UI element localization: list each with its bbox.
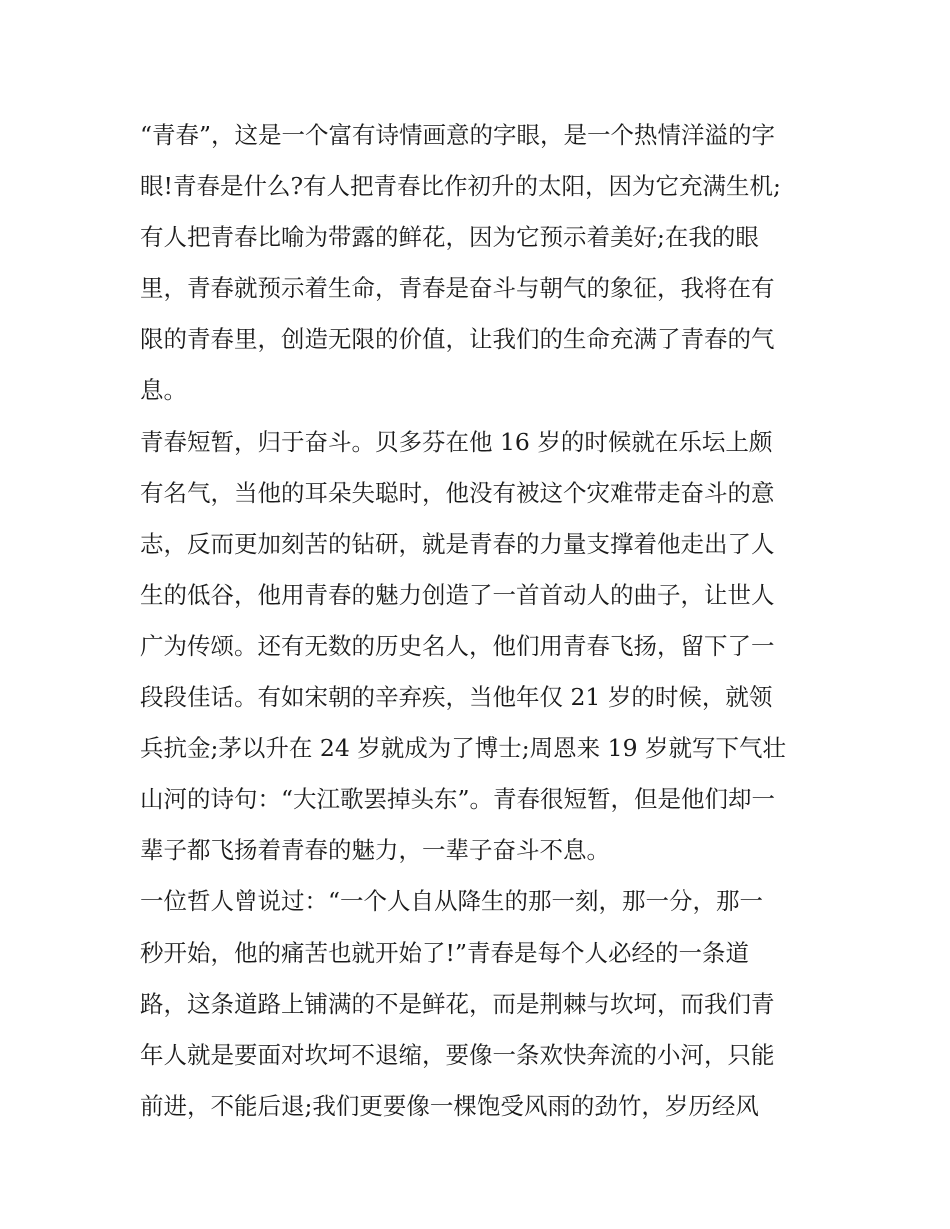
text-line: 前进，不能后退;我们更要像一棵饱受风雨的劲竹，岁历经风 <box>140 1091 759 1120</box>
text-line: 路，这条道路上铺满的不是鲜花，而是荆棘与坎坷，而我们青 <box>140 989 775 1018</box>
text-line: 里，青春就预示着生命，青春是奋斗与朝气的象征，我将在有 <box>140 274 775 303</box>
text-line: 辈子都飞扬着青春的魅力，一辈子奋斗不息。 <box>140 836 610 865</box>
text-line: 有名气，当他的耳朵失聪时，他没有被这个灾难带走奋斗的意 <box>140 478 775 507</box>
text-line: 广为传颂。还有无数的历史名人，他们用青春飞扬，留下了一 <box>140 631 775 660</box>
text-line: “青春”，这是一个富有诗情画意的字眼，是一个热情洋溢的字 <box>140 121 776 149</box>
text-line: 秒开始，他的痛苦也就开始了!”青春是每个人必经的一条道 <box>140 938 749 967</box>
text-line: 眼!青春是什么?有人把青春比作初升的太阳，因为它充满生机; <box>140 172 781 201</box>
text-line: 年人就是要面对坎坷不退缩，要像一条欢快奔流的小河，只能 <box>140 1040 775 1069</box>
text-line: 兵抗金;茅以升在 24 岁就成为了博士;周恩来 19 岁就写下气壮 <box>140 734 787 763</box>
text-line: 志，反而更加刻苦的钻研，就是青春的力量支撑着他走出了人 <box>140 529 775 558</box>
text-line: 山河的诗句：“大江歌罢掉头东”。青春很短暂，但是他们却一 <box>140 785 776 814</box>
body-text <box>140 110 820 1132</box>
text-line: 限的青春里，创造无限的价值，让我们的生命充满了青春的气 <box>140 325 775 354</box>
text-line: 生的低谷，他用青春的魅力创造了一首首动人的曲子，让世人 <box>140 580 775 609</box>
text-line: 青春短暂，归于奋斗。贝多芬在他 16 岁的时候就在乐坛上颇 <box>140 427 773 456</box>
text-line: 段段佳话。有如宋朝的辛弃疾，当他年仅 21 岁的时候，就领 <box>140 683 773 712</box>
text-line: 一位哲人曾说过：“一个人自从降生的那一刻，那一分，那一 <box>140 887 764 916</box>
text-line: 息。 <box>140 376 187 405</box>
text-line: 有人把青春比喻为带露的鲜花，因为它预示着美好;在我的眼 <box>140 223 759 252</box>
